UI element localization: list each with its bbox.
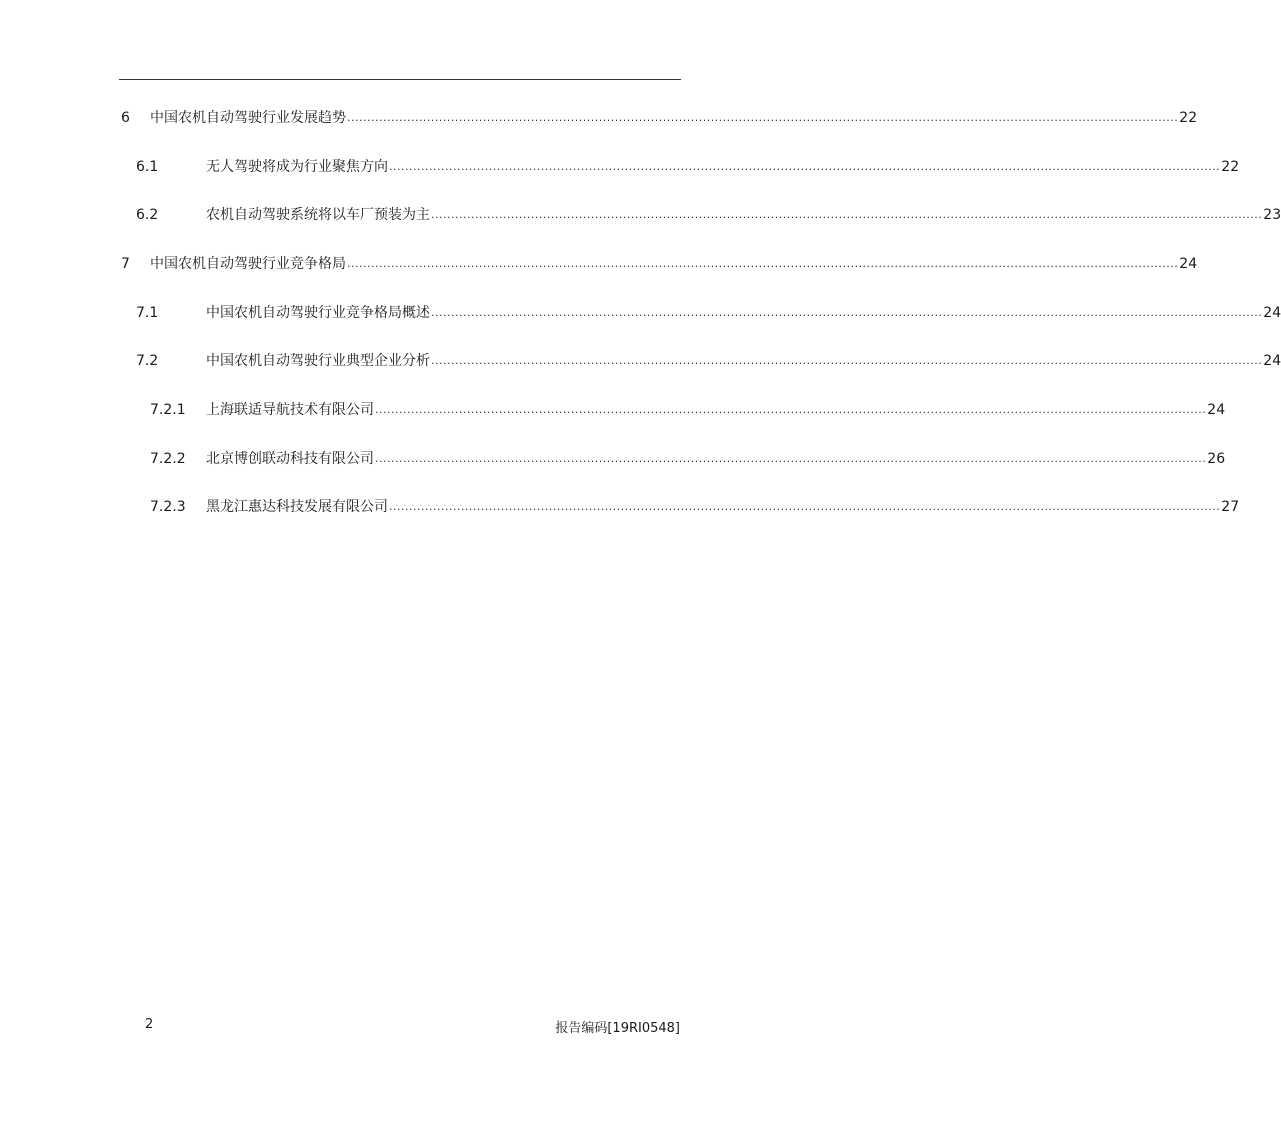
toc-dot-leader: ................................................................................................................................................................................................................ — [389, 160, 1221, 173]
toc-entry-number: 7.1 — [136, 305, 159, 321]
toc-entry-title: 中国农机自动驾驶行业竞争格局 — [150, 256, 346, 272]
toc-entry-title: 中国农机自动驾驶行业竞争格局概述 — [206, 305, 430, 321]
toc-dot-leader: ................................................................................................................................................................................................................ — [375, 403, 1207, 416]
toc-entry-number: 7.2.2 — [150, 451, 186, 467]
toc-entry[interactable] — [0, 399, 1226, 421]
toc-entry-number: 7.2.3 — [150, 499, 186, 515]
toc-entry-number: 6 — [121, 110, 130, 126]
toc-dot-leader: ................................................................................................................................................................................................................ — [431, 354, 1263, 367]
toc-entry-title: 中国农机自动驾驶行业典型企业分析 — [206, 353, 430, 369]
toc-dot-leader: ................................................................................................................................................................................................................ — [347, 257, 1179, 270]
toc-entry-number: 6.2 — [136, 207, 159, 223]
toc-entry-page: 26 — [1207, 451, 1226, 467]
toc-entry-page: 22 — [1221, 159, 1240, 175]
toc-entry[interactable] — [0, 302, 1281, 324]
toc-entry[interactable] — [0, 350, 1281, 372]
toc-entry-title: 中国农机自动驾驶行业发展趋势 — [150, 110, 346, 126]
toc-entry-page: 24 — [1263, 305, 1281, 321]
footer-report-code: 报告编码[19RI0548] — [555, 1021, 680, 1036]
toc-entry-page: 24 — [1207, 402, 1226, 418]
toc-dot-leader: ................................................................................................................................................................................................................ — [389, 500, 1221, 513]
toc-entry[interactable] — [0, 156, 1240, 178]
toc-entry[interactable] — [0, 496, 1240, 518]
toc-entry-page: 24 — [1179, 256, 1198, 272]
toc-entry-title: 农机自动驾驶系统将以车厂预装为主 — [206, 207, 430, 223]
toc-dot-leader: ................................................................................................................................................................................................................ — [375, 452, 1207, 465]
toc-entry-title: 无人驾驶将成为行业聚焦方向 — [206, 159, 388, 175]
toc-entry-page: 27 — [1221, 499, 1240, 515]
toc-dot-leader: ................................................................................................................................................................................................................ — [431, 208, 1263, 221]
toc-entry[interactable] — [0, 107, 1198, 129]
footer-page-number: 2 — [145, 1017, 154, 1032]
toc-entry[interactable] — [0, 204, 1281, 226]
toc-dot-leader: ................................................................................................................................................................................................................ — [431, 306, 1263, 319]
toc-entry-number: 6.1 — [136, 159, 159, 175]
toc-entry-title: 上海联适导航技术有限公司 — [206, 402, 374, 418]
toc-entry-title: 北京博创联动科技有限公司 — [206, 451, 374, 467]
toc-entry-number: 7.2.1 — [150, 402, 186, 418]
toc-dot-leader: ................................................................................................................................................................................................................ — [347, 111, 1179, 124]
toc-entry-page: 22 — [1179, 110, 1198, 126]
toc-entry-page: 24 — [1263, 353, 1281, 369]
toc-entry[interactable] — [0, 253, 1198, 275]
toc-entry[interactable] — [0, 448, 1226, 470]
toc-entry-page: 23 — [1263, 207, 1281, 223]
header-rule — [119, 79, 681, 80]
toc-entry-number: 7.2 — [136, 353, 159, 369]
toc-entry-title: 黑龙江惠达科技发展有限公司 — [206, 499, 388, 515]
toc-entry-number: 7 — [121, 256, 130, 272]
